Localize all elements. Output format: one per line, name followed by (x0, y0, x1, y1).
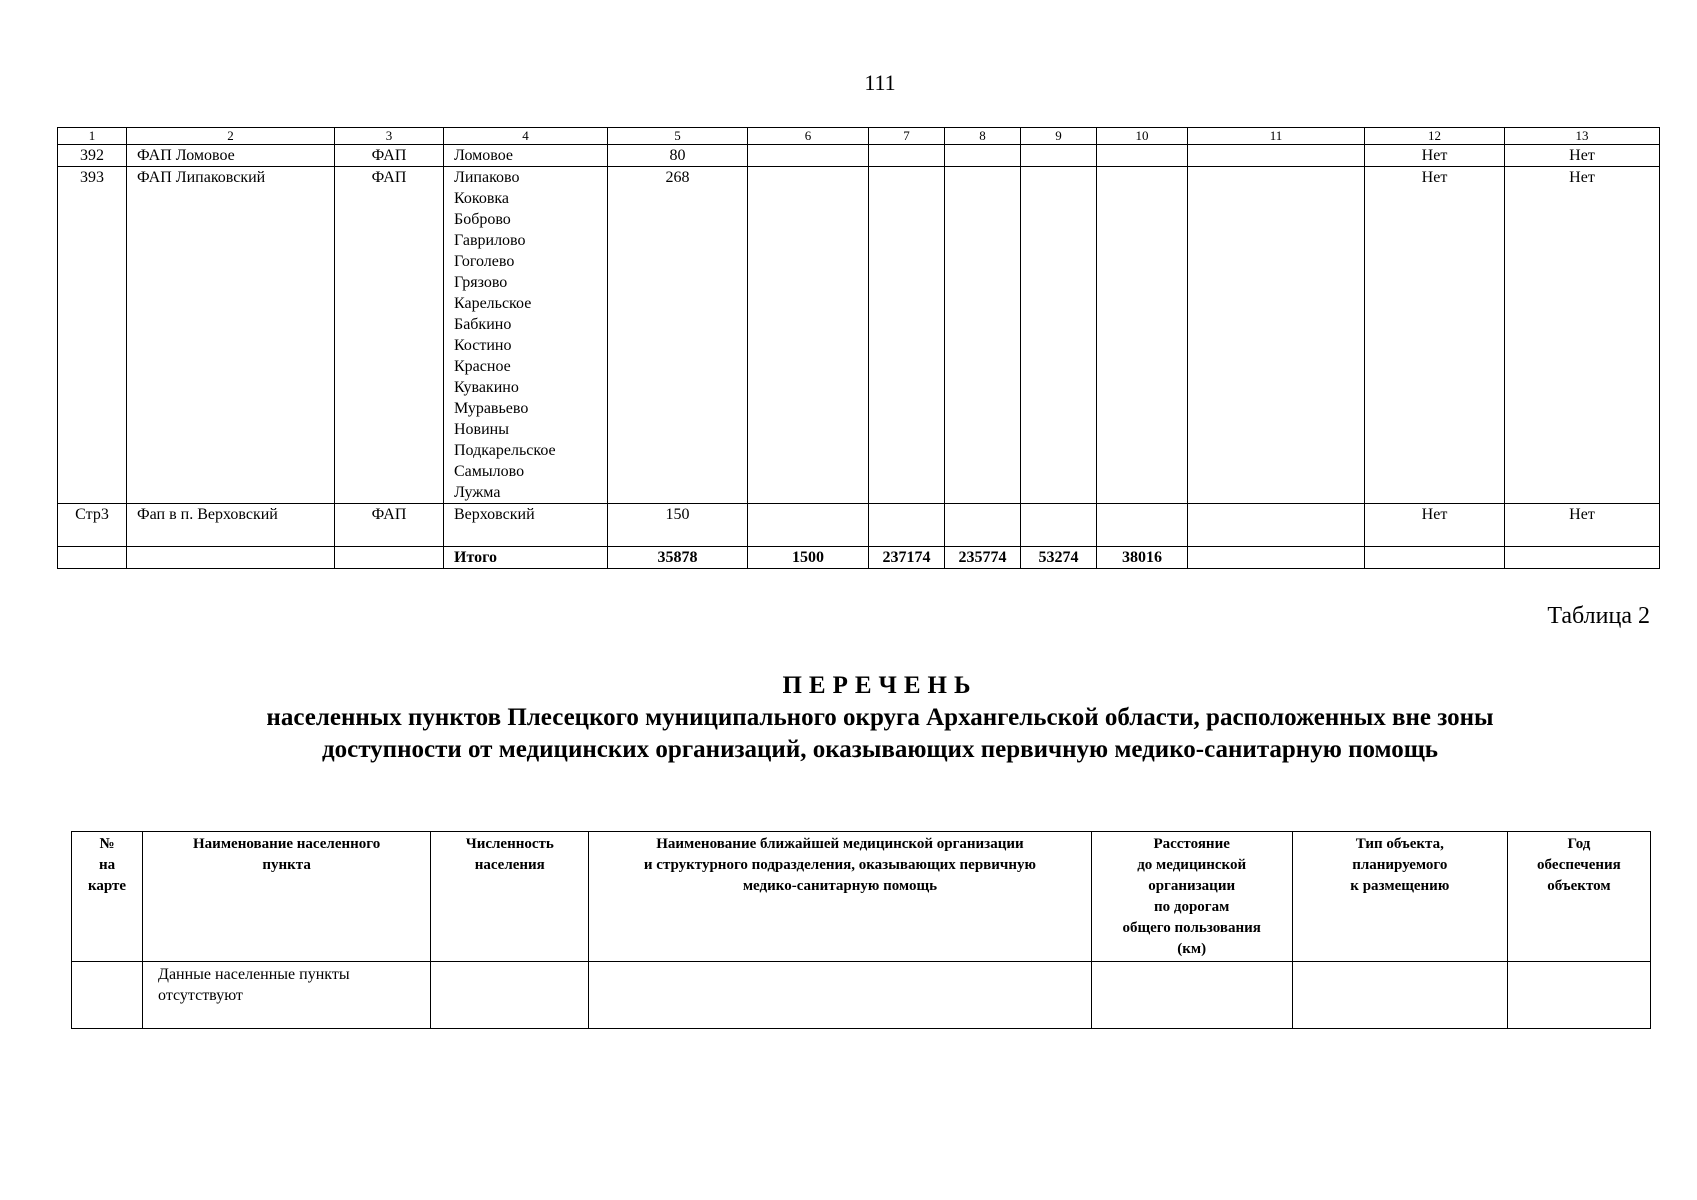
remote-settlements-table (71, 831, 1651, 1029)
cell-col-10 (1097, 167, 1188, 504)
table-row (58, 145, 1660, 167)
title-line-3: доступности от медицинских организаций, оказывающих первичную медико-санитарную помощь (321, 736, 1439, 763)
page-number: 111 (864, 70, 896, 95)
total-row (58, 547, 1660, 569)
settlement-name: Коковка (454, 190, 510, 207)
column-number-2: 2 (127, 128, 335, 145)
facility-type: ФАП (335, 167, 444, 504)
total-label: Итого (444, 547, 608, 569)
column-number-row (58, 128, 1660, 145)
settlement-name: Бабкино (454, 316, 512, 333)
cell-col-11 (1188, 504, 1365, 547)
cell-col-12: Нет (1365, 504, 1505, 547)
table2-header-6: Тип объекта, планируемого к размещению (1292, 832, 1507, 962)
population: 268 (608, 167, 748, 504)
cell-col-6 (748, 167, 869, 504)
settlement-name: Костино (454, 337, 512, 354)
total-col-5: 35878 (608, 547, 748, 569)
cell-col-11 (1188, 145, 1365, 167)
table2-header-5: Расстояние до медицинской организации по дорогам общего пользования (км) (1091, 832, 1292, 962)
column-number-1: 1 (58, 128, 127, 145)
cell-col-13: Нет (1505, 145, 1660, 167)
cell-col-7 (869, 167, 945, 504)
cell-col-7 (869, 145, 945, 167)
settlement-name: Боброво (454, 211, 511, 228)
table2-header-2: Наименование населенного пункта (143, 832, 431, 962)
cell-col-13: Нет (1505, 504, 1660, 547)
settlement-name: Карельское (454, 295, 532, 312)
settlement-name: Ломовое (454, 147, 514, 164)
cell-col-9 (1021, 504, 1097, 547)
title-heading: ПЕРЕЧЕНЬ (782, 672, 978, 699)
cell-col-8 (945, 145, 1021, 167)
column-number-7: 7 (869, 128, 945, 145)
settlement-name: Самылово (454, 463, 525, 480)
population: 80 (608, 145, 748, 167)
column-number-5: 5 (608, 128, 748, 145)
cell-col-8 (945, 504, 1021, 547)
settlement-name: Гаврилово (454, 232, 526, 249)
row-number: 392 (58, 145, 127, 167)
column-number-3: 3 (335, 128, 444, 145)
settlement-list (444, 145, 608, 167)
row-number: 393 (58, 167, 127, 504)
settlement-name: Верховский (454, 506, 535, 523)
cell-col-9 (1021, 145, 1097, 167)
settlement-list (444, 167, 608, 504)
cell-col-10 (1097, 145, 1188, 167)
table2-header-7: Год обеспечения объектом (1507, 832, 1650, 962)
cell-col-7 (869, 504, 945, 547)
cell-col-8 (945, 167, 1021, 504)
settlement-name: Подкарельское (454, 442, 556, 459)
document-title (140, 670, 1620, 766)
settlement-name: Грязово (454, 274, 508, 291)
settlement-list (444, 504, 608, 547)
facility-name: Фап в п. Верховский (127, 504, 335, 547)
table2-header-row (72, 832, 1651, 962)
cell-col-9 (1021, 167, 1097, 504)
total-col-6: 1500 (748, 547, 869, 569)
title-line-2: населенных пунктов Плесецкого муниципального округа Архангельской области, расположенных вне зоны (266, 704, 1494, 731)
column-number-11: 11 (1188, 128, 1365, 145)
column-number-12: 12 (1365, 128, 1505, 145)
column-number-9: 9 (1021, 128, 1097, 145)
total-col-8: 235774 (945, 547, 1021, 569)
column-number-10: 10 (1097, 128, 1188, 145)
cell-col-12: Нет (1365, 167, 1505, 504)
cell-col-11 (1188, 167, 1365, 504)
no-data-text: Данные населенные пункты отсутствуют (143, 962, 431, 1029)
settlement-name: Новины (454, 421, 509, 438)
cell-col-6 (748, 145, 869, 167)
column-number-6: 6 (748, 128, 869, 145)
facility-type: ФАП (335, 145, 444, 167)
table2-header-3: Численность населения (431, 832, 589, 962)
total-col-10: 38016 (1097, 547, 1188, 569)
settlement-name: Липаково (454, 169, 520, 186)
column-number-4: 4 (444, 128, 608, 145)
cell-col-12: Нет (1365, 145, 1505, 167)
row-number: Стр3 (58, 504, 127, 547)
facility-type: ФАП (335, 504, 444, 547)
facility-name: ФАП Ломовое (127, 145, 335, 167)
cell-col-6 (748, 504, 869, 547)
table-label: Таблица 2 (1547, 603, 1650, 629)
settlement-name: Гоголево (454, 253, 515, 270)
settlement-name: Красное (454, 358, 511, 375)
population: 150 (608, 504, 748, 547)
column-number-13: 13 (1505, 128, 1660, 145)
settlement-name: Муравьево (454, 400, 529, 417)
column-number-8: 8 (945, 128, 1021, 145)
table-row (58, 167, 1660, 504)
table2-row (72, 962, 1651, 1029)
table2-header-1: № на карте (72, 832, 143, 962)
settlement-name: Кувакино (454, 379, 519, 396)
settlements-table (57, 127, 1660, 569)
table2-header-4: Наименование ближайшей медицинской организации и структурного подразделения, оказывающих первичную медико-санитарную помощь (589, 832, 1091, 962)
cell-col-10 (1097, 504, 1188, 547)
total-col-7: 237174 (869, 547, 945, 569)
settlement-name: Лужма (454, 484, 501, 501)
total-col-9: 53274 (1021, 547, 1097, 569)
facility-name: ФАП Липаковский (127, 167, 335, 504)
cell-col-13: Нет (1505, 167, 1660, 504)
table-row (58, 504, 1660, 547)
